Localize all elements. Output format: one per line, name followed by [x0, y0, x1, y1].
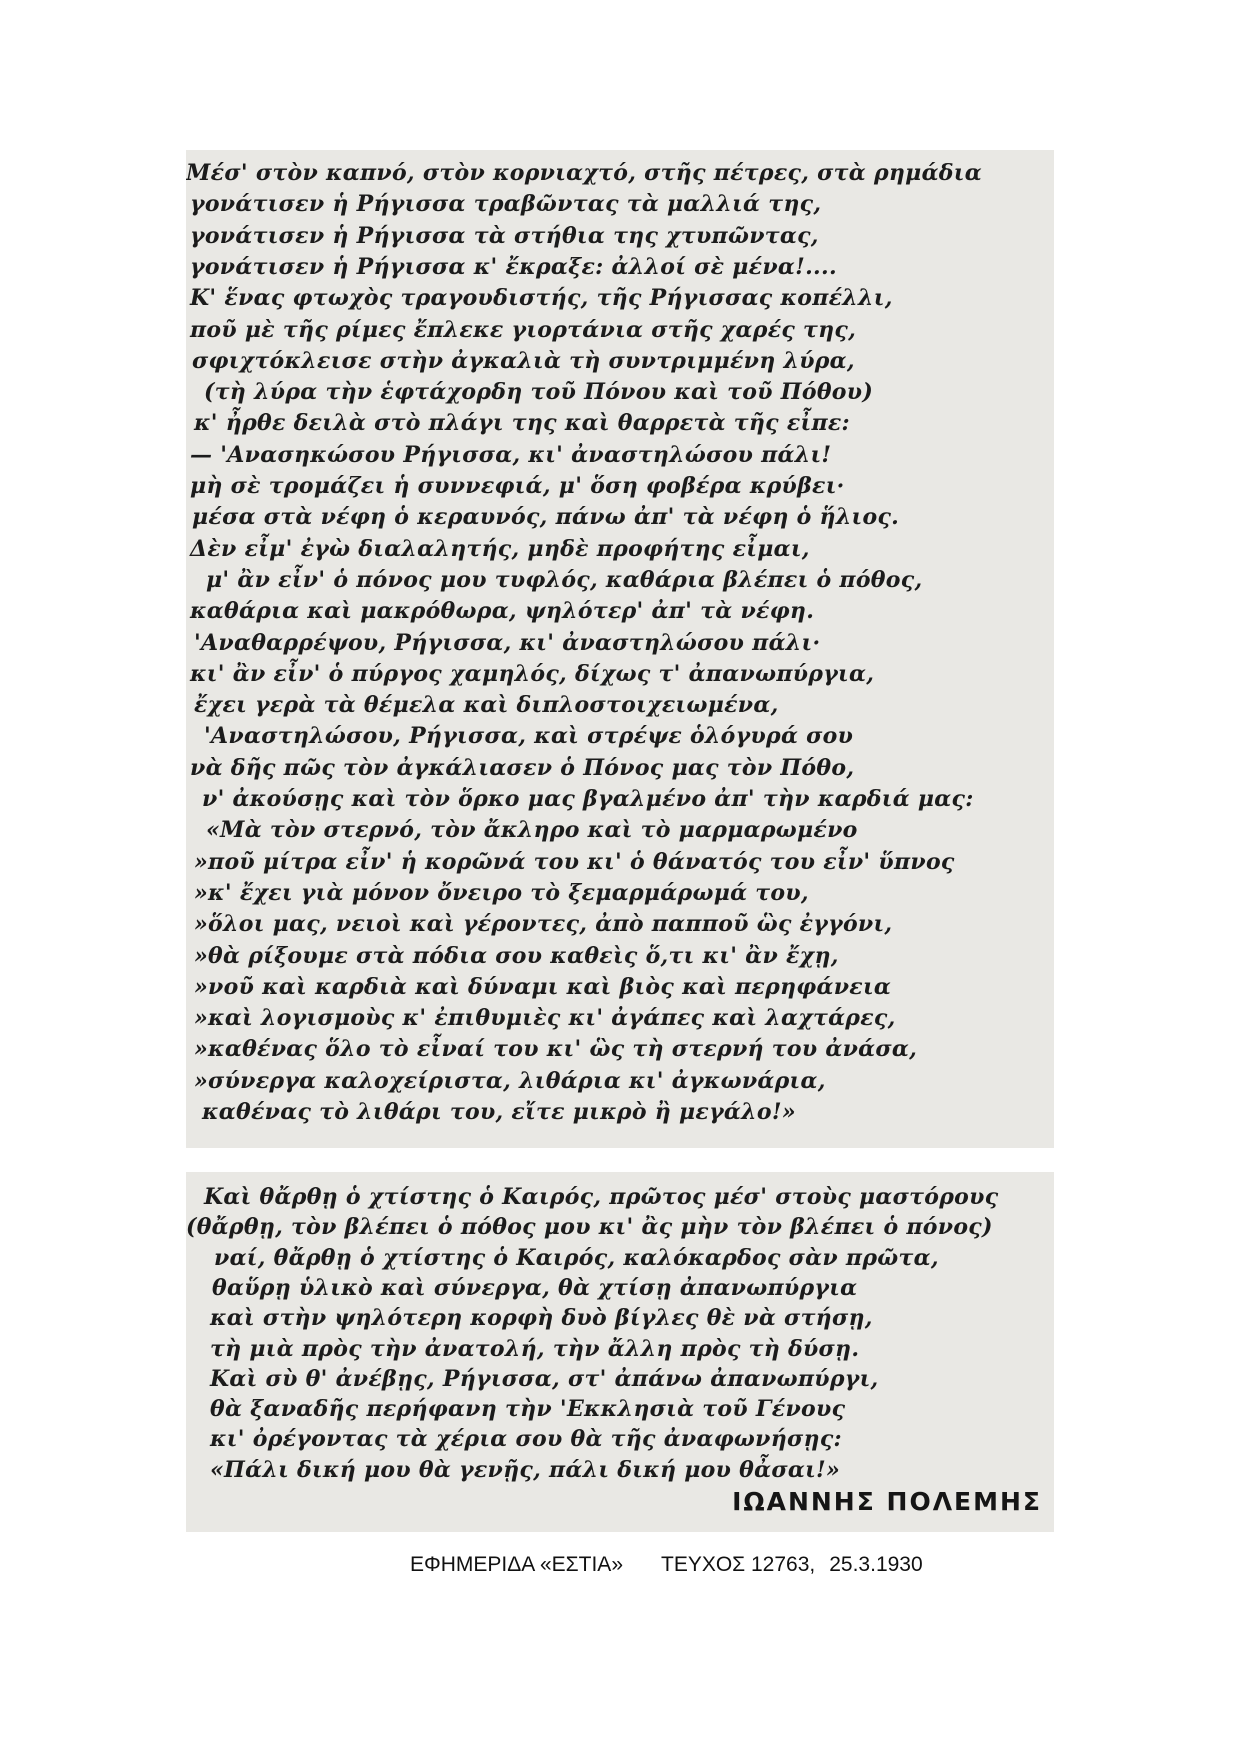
poem-line: 'Αναστηλώσου, Ρήγισσα, καὶ στρέψε ὁλόγυρά σου	[204, 723, 854, 750]
poem-line: μ' ἂν εἶν' ὁ πόνος μου τυφλός, καθάρια βλέπει ὁ πόθος,	[206, 566, 923, 593]
poem-line: καθάρια καὶ μακρόθωρα, ψηλότερ' ἀπ' τὰ νέφη.	[190, 598, 815, 625]
poem-line: Μέσ' στὸν καπνό, στὸν κορνιαχτό, στῆς πέτρες, στὰ ρημάδια	[186, 160, 982, 186]
poem-line: Καὶ θἄρθῃ ὁ χτίστης ὁ Καιρός, πρῶτος μέσ' στοὺς μαστόρους	[204, 1184, 999, 1210]
poem-line: »σύνεργα καλοχείριστα, λιθάρια κι' ἀγκωνάρια,	[194, 1067, 826, 1094]
poem-line: ναί, θἄρθῃ ὁ χτίστης ὁ Καιρός, καλόκαρδος σὰν πρῶτα,	[214, 1244, 939, 1271]
poem-line: Κ' ἕνας φτωχὸς τραγουδιστής, τῆς Ρήγισσας κοπέλλι,	[190, 285, 893, 312]
source-caption	[410, 1553, 923, 1577]
poem-signature: ΙΩΑΝΝΗΣ ΠΟΛΕΜΗΣ	[732, 1487, 1042, 1516]
poem-line: κι' ἂν εἶν' ὁ πύργος χαμηλός, δίχως τ' ἀπανωπύργια,	[190, 660, 875, 687]
poem-line: καθένας τὸ λιθάρι του, εἴτε μικρὸ ἢ μεγάλο!»	[202, 1099, 796, 1125]
poem-line: ποῦ μὲ τῆς ρίμες ἔπλεκε γιορτάνια στῆς χαρές της,	[190, 316, 857, 343]
poem-line: μὴ σὲ τρομάζει ἡ συννεφιά, μ' ὅση φοβέρα κρύβει·	[190, 473, 845, 499]
poem-line: »ποῦ μίτρα εἶν' ἡ κορῶνά του κι' ὁ θάνατός του εἶν' ὕπνος	[194, 848, 955, 875]
poem-line: γονάτισεν ἡ Ρήγισσα τὰ στήθια της χτυπῶντας,	[190, 222, 819, 249]
caption-date: 25.3.1930	[829, 1553, 923, 1576]
poem-line: »καθένας ὅλο τὸ εἶναί του κι' ὣς τὴ στερνή του ἀνάσα,	[194, 1036, 918, 1063]
poem-line: τὴ μιὰ πρὸς τὴν ἀνατολή, τὴν ἄλλη πρὸς τὴ δύσῃ.	[210, 1335, 860, 1362]
poem-line: ἔχει γερὰ τὰ θέμελα καὶ διπλοστοιχειωμένα,	[194, 692, 779, 719]
poem-line: θαὕρῃ ὑλικὸ καὶ σύνεργα, θὰ χτίσῃ ἀπανωπύργια	[212, 1274, 858, 1301]
poem-line: γονάτισεν ἡ Ρήγισσα κ' ἔκραξε: ἀλλοί σὲ μένα!....	[190, 253, 837, 280]
poem-line: (θἄρθῃ, τὸν βλέπει ὁ πόθος μου κι' ἂς μὴν τὸν βλέπει ὁ πόνος)	[186, 1214, 993, 1241]
poem-line: ν' ἀκούσῃς καὶ τὸν ὅρκο μας βγαλμένο ἀπ' τὴν καρδιά μας:	[202, 786, 974, 812]
newspaper-clipping-top	[186, 150, 1054, 1148]
poem-line: Καὶ σὺ θ' ἀνέβῃς, Ρήγισσα, στ' ἀπάνω ἀπανωπύργι,	[210, 1365, 879, 1392]
caption-newspaper: ΕΦΗΜΕΡΙΔΑ «ΕΣΤΙΑ»	[410, 1553, 623, 1576]
poem-line: νὰ δῆς πῶς τὸν ἀγκάλιασεν ὁ Πόνος μας τὸν Πόθο,	[190, 754, 855, 781]
poem-line: καὶ στὴν ψηλότερη κορφὴ δυὸ βίγλες θὲ νὰ στήσῃ,	[210, 1305, 873, 1332]
poem-line: γονάτισεν ἡ Ρήγισσα τραβῶντας τὰ μαλλιά της,	[190, 191, 822, 218]
poem-line: »κ' ἔχει γιὰ μόνον ὄνειρο τὸ ξεμαρμάρωμά του,	[194, 879, 809, 906]
poem-line: κι' ὀρέγοντας τὰ χέρια σου θὰ τῆς ἀναφωνήσῃς:	[210, 1426, 842, 1453]
poem-line: (τὴ λύρα τὴν ἑφτάχορδη τοῦ Πόνου καὶ τοῦ Πόθου)	[204, 379, 874, 406]
poem-line: »ὅλοι μας, νειοὶ καὶ γέροντες, ἀπὸ παπποῦ ὣς ἐγγόνι,	[194, 911, 893, 938]
poem-line: — 'Ανασηκώσου Ρήγισσα, κι' ἀναστηλώσου πάλι!	[190, 441, 832, 468]
poem-line: μέσα στὰ νέφη ὁ κεραυνός, πάνω ἀπ' τὰ νέφη ὁ ἥλιος.	[192, 504, 900, 531]
poem-line: κ' ἦρθε δειλὰ στὸ πλάγι της καὶ θαρρετὰ τῆς εἶπε:	[194, 410, 850, 437]
poem-line: θὰ ξαναδῆς περήφανη τὴν 'Εκκλησιὰ τοῦ Γένους	[210, 1396, 846, 1423]
newspaper-clipping-bottom	[186, 1172, 1054, 1532]
poem-line: 'Αναθαρρέψου, Ρήγισσα, κι' ἀναστηλώσου πάλι·	[194, 629, 821, 656]
poem-line: »νοῦ καὶ καρδιὰ καὶ δύναμι καὶ βιὸς καὶ περηφάνεια	[194, 973, 892, 1000]
poem-line: «Πάλι δική μου θὰ γενῇς, πάλι δική μου θἆσαι!»	[210, 1456, 841, 1483]
caption-issue: ΤΕΥΧΟΣ 12763,	[661, 1553, 816, 1576]
poem-line: »καὶ λογισμοὺς κ' ἐπιθυμιὲς κι' ἀγάπες καὶ λαχτάρες,	[194, 1005, 896, 1032]
poem-line: Δὲν εἶμ' ἐγὼ διαλαλητής, μηδὲ προφήτης εἶμαι,	[190, 535, 810, 562]
poem-line: σφιχτόκλεισε στὴν ἀγκαλιὰ τὴ συντριμμένη λύρα,	[192, 347, 855, 374]
poem-line: »θὰ ρίξουμε στὰ πόδια σου καθεὶς ὅ,τι κι' ἂν ἔχῃ,	[194, 942, 839, 969]
poem-line: «Μὰ τὸν στερνό, τὸν ἄκληρο καὶ τὸ μαρμαρωμένο	[206, 817, 858, 844]
